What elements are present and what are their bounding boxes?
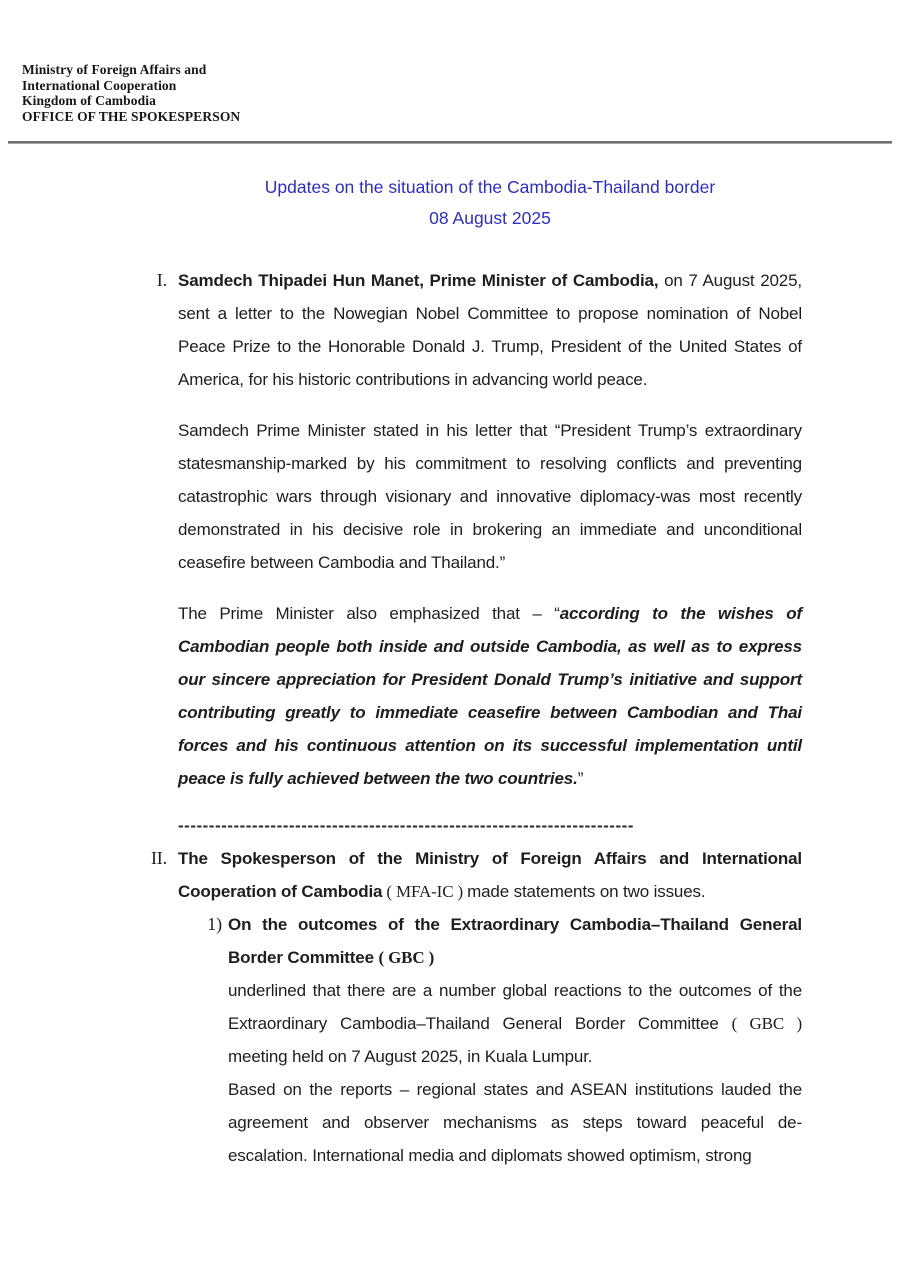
section-2-marker: II. <box>150 848 167 868</box>
italic-quote: according to the wishes of Cambodian people both inside and outside Cambodia, as well as to express our sincere appreciation for President Donald Trump’s initiative and support contributing greatly to immediate ceasefire between Cambodian and Thai forces and his continuous attention on its successful implementation until peace is fully achieved between the two countries. <box>178 604 802 788</box>
paragraph-spokesperson <box>178 842 802 908</box>
mfa-ic-acronym: ( MFA-IC ) <box>382 882 468 901</box>
paragraph-letter-quote: Samdech Prime Minister stated in his letter that “President Trump’s extraordinary statesmanship-marked by his commitment to resolving conflicts and preventing catastrophic wars through visionary and innovative diplomacy-was most recently demonstrated in his decisive role in brokering an immediate and unconditional ceasefire between Cambodia and Thailand.” <box>178 421 802 572</box>
item-1-body-reactions-b: meeting held on 7 August 2025, in Kuala Lumpur. <box>228 1047 593 1066</box>
section-2 <box>150 842 802 1172</box>
section-1-marker: I. <box>156 270 167 290</box>
item-1-heading <box>228 908 802 974</box>
letterhead-line-ministry: Ministry of Foreign Affairs and <box>22 62 207 77</box>
paragraph-emphasis-close: ” <box>577 769 584 788</box>
section-2-content <box>178 842 802 1172</box>
item-1-content <box>228 908 802 1172</box>
letterhead-line-office: OFFICE OF THE SPOKESPERSON <box>22 108 241 124</box>
title-line: Updates on the situation of the Cambodia-Thailand border <box>264 177 716 197</box>
header-divider <box>8 141 892 144</box>
item-1-marker: 1) <box>207 914 222 934</box>
item-1-body-reactions-a: underlined that there are a number global reactions to the outcomes of the Extraordinary Cambodia–Thailand General Border Committee <box>228 981 802 1033</box>
pm-name-bold: Samdech Thipadei Hun Manet, Prime Minister of Cambodia, <box>178 271 659 290</box>
gbc-acronym-heading: ( GBC ) <box>378 948 435 967</box>
paragraph-emphasis <box>178 597 802 795</box>
letterhead-line-kingdom: Kingdom of Cambodia <box>22 93 156 109</box>
section-1-content <box>178 264 802 842</box>
paragraph-emphasis-lead: The Prime Minister also emphasized that – “ <box>178 604 560 623</box>
item-1-body-reports: Based on the reports – regional states and ASEAN institutions lauded the agreement and observer mechanisms as steps toward peaceful de-escalation. International media and diplomats showed optimism, strong <box>228 1080 802 1165</box>
paragraph-spokesperson-rest: made statements on two issues. <box>467 882 706 901</box>
separator-line: -------------------------------------------------------------------------- <box>178 816 634 835</box>
letterhead-line-cooperation: International Cooperation <box>22 77 177 93</box>
paragraph-nomination-rest: on 7 August 2025, sent a letter to the Nowegian Nobel Committee to propose nomination of Nobel Peace Prize to the Honorable Donald J. Trump, President of the United States of America, for his historic contributions in advancing world peace. <box>178 271 802 389</box>
item-1 <box>178 908 802 1172</box>
title-date: 08 August 2025 <box>429 208 551 228</box>
body-text <box>150 264 802 1172</box>
section-1 <box>150 264 802 842</box>
document-title <box>178 172 802 234</box>
item-1-heading-text: On the outcomes of the Extraordinary Cambodia–Thailand General Border Committee <box>228 915 802 967</box>
document-body <box>150 172 802 1172</box>
paragraph-nomination <box>178 264 802 396</box>
spokesperson-bold: The Spokesperson of the Ministry of Foreign Affairs and International Cooperation of Cambodia <box>178 849 802 901</box>
letterhead <box>22 62 240 124</box>
item-1-body-reactions <box>228 974 802 1073</box>
gbc-acronym-body: ( GBC ) <box>731 1014 802 1033</box>
